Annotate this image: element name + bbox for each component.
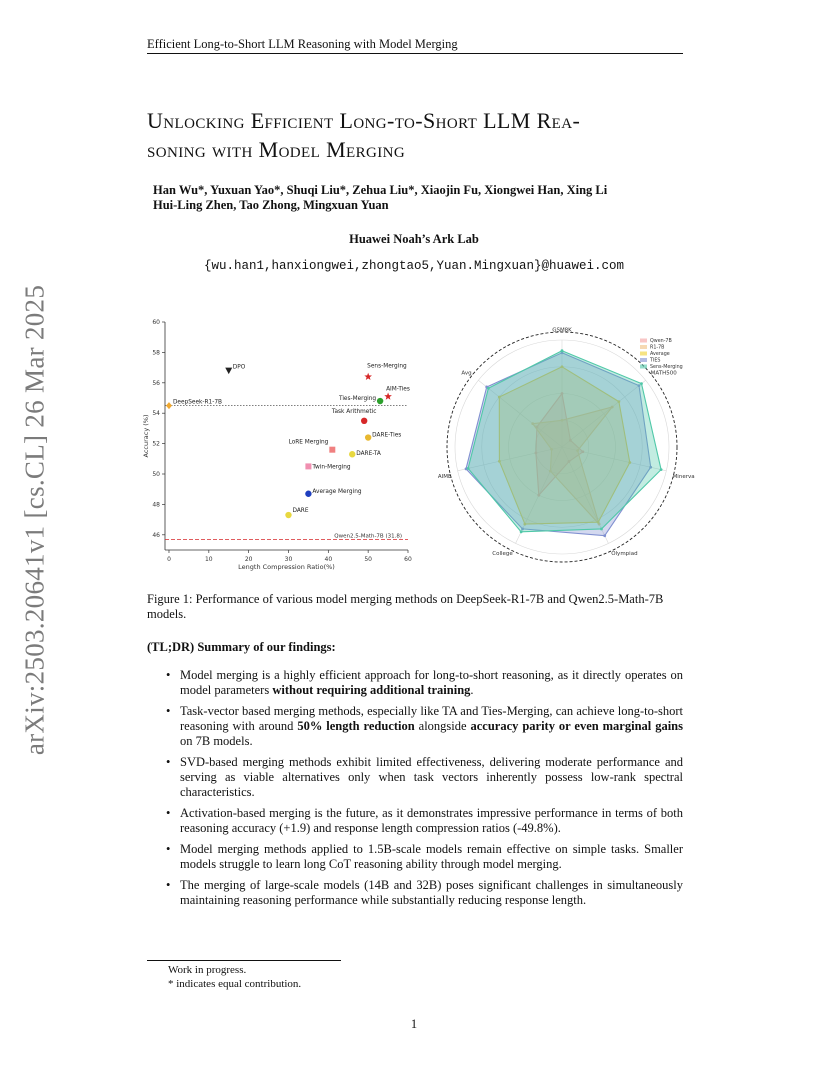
legend-swatch [640, 352, 647, 356]
data-label: Average Merging [312, 488, 362, 495]
finding-text: SVD-based merging methods exhibit limited effectiveness, delivering moderate performance and serving as viable alternatives only when task vectors inherently possess low-rank spectral characteristics. [180, 755, 683, 799]
legend-swatch [640, 358, 647, 362]
x-tick-label: 30 [284, 556, 293, 563]
data-label: Twin-Merging [312, 464, 351, 471]
data-label: DPO [232, 364, 246, 371]
data-point [365, 434, 371, 440]
finding-text: Model merging methods applied to 1.5B-scale models remain effective on simple tasks. Smaller models struggle to learn long CoT reasoning ability through model merging. [180, 842, 683, 871]
data-point [305, 463, 311, 469]
bullet-icon: • [166, 878, 171, 892]
finding-text: alongside [414, 719, 471, 733]
y-tick-label: 58 [152, 349, 160, 357]
legend-label: Qwen-7B [650, 339, 672, 344]
y-axis-label: Accuracy (%) [142, 414, 150, 458]
summary-heading: (TL;DR) Summary of our findings: [147, 640, 336, 654]
footnote: Work in progress. [168, 964, 247, 976]
radar-axis-label: Olympiad [611, 551, 638, 558]
finding-item [166, 806, 683, 836]
data-point [364, 373, 372, 380]
email-addresses: {wu.han1,hanxiongwei,zhongtao5,Yuan.Mingxuan}@huawei.com [203, 259, 625, 273]
finding-text: Task-vector based merging methods, especially like TA and Ties-Merging, can achieve long-to-short reasoning with around [180, 704, 683, 733]
legend-swatch [640, 365, 647, 369]
finding-text: Model merging is a highly efficient approach for long-to-short reasoning, as it directly operates on model parameters [180, 668, 683, 697]
data-point [377, 398, 383, 404]
title-line: Unlocking Efficient Long-to-Short LLM Rea- [147, 108, 581, 133]
finding-item [166, 668, 683, 698]
radar-point [600, 528, 603, 531]
scatter-chart [140, 312, 420, 582]
data-label: DARE-Ties [372, 432, 402, 439]
finding-emphasis: 50% length reduction [297, 719, 415, 733]
radar-point [467, 467, 470, 470]
footnote-rule [147, 960, 341, 961]
radar-point [520, 530, 523, 533]
figure-caption: Figure 1: Performance of various model merging methods on DeepSeek-R1-7B and Qwen2.5-Math-7B models. [147, 592, 664, 621]
x-tick-label: 40 [324, 556, 333, 563]
radar-axis-label: Avg. [461, 370, 474, 377]
findings-list [166, 668, 683, 914]
finding-item [166, 704, 683, 749]
radar-point [660, 468, 663, 471]
data-label: DARE [292, 508, 309, 515]
radar-point [487, 387, 490, 390]
data-label: Ties-Merging [338, 396, 377, 403]
finding-item [166, 878, 683, 908]
radar-axis-label: College [492, 551, 513, 558]
x-tick-label: 20 [244, 556, 253, 563]
author-list [153, 183, 693, 213]
figure-1 [140, 312, 700, 582]
finding-emphasis: accuracy parity or even marginal gains [470, 719, 683, 733]
data-label: Task Arithmetic [331, 408, 377, 415]
radar-axis-label: Minerva [672, 474, 695, 481]
radar-point [640, 382, 643, 385]
title-line: soning with Model Merging [147, 137, 406, 162]
data-point [166, 402, 172, 409]
bullet-icon: • [166, 755, 171, 769]
legend-swatch [640, 345, 647, 349]
running-title: Efficient Long-to-Short LLM Reasoning with Model Merging [147, 37, 458, 51]
y-tick-label: 56 [152, 379, 160, 387]
radar-axis-label: MATH500 [650, 370, 677, 377]
author-line: Hui-Ling Zhen, Tao Zhong, Mingxuan Yuan [153, 198, 389, 212]
y-tick-label: 60 [152, 319, 160, 326]
paper-title [147, 106, 687, 164]
x-tick-label: 0 [167, 556, 171, 563]
legend-label: TIES [650, 358, 661, 364]
y-tick-label: 46 [152, 531, 160, 539]
data-point [361, 418, 367, 424]
finding-emphasis: without requiring additional training [272, 683, 471, 697]
data-point [349, 451, 355, 457]
arxiv-stamp: arXiv:2503.20641v1 [cs.CL] 26 Mar 2025 [19, 284, 50, 756]
legend-swatch [640, 339, 647, 343]
footnote: * indicates equal contribution. [168, 978, 302, 990]
bullet-icon: • [166, 842, 171, 856]
finding-text: Activation-based merging is the future, as it demonstrates impressive performance in terms of both reasoning accuracy (+1.9) and response length compression ratios (-49.8%). [180, 806, 683, 835]
finding-item [166, 755, 683, 800]
affiliation: Huawei Noah’s Ark Lab [349, 232, 479, 246]
radar-axis-label: GSM8K [552, 327, 572, 334]
data-point [225, 368, 232, 375]
legend-label: Average [650, 352, 670, 357]
data-label: DeepSeek-R1-7B [172, 399, 222, 406]
y-tick-label: 48 [152, 501, 160, 509]
y-tick-label: 50 [152, 471, 160, 478]
radar-axis-label: AIME [437, 474, 452, 481]
data-label: LoRE Merging [288, 439, 329, 446]
x-axis-label: Length Compression Ratio(%) [238, 563, 335, 571]
x-tick-label: 60 [404, 556, 412, 563]
author-line: Han Wu*, Yuxuan Yao*, Shuqi Liu*, Zehua Liu*, Xiaojin Fu, Xiongwei Han, Xing Li [153, 183, 608, 197]
finding-text: . [470, 683, 474, 697]
data-label: DARE-TA [356, 451, 381, 458]
page-number: 1 [410, 1017, 418, 1031]
bullet-icon: • [166, 668, 171, 682]
data-point [285, 512, 291, 518]
x-tick-label: 10 [204, 556, 213, 563]
data-label: AIM-Ties [386, 386, 410, 393]
reference-line-label: Qwen2.5-Math-7B (31.8) [334, 533, 402, 540]
header-rule [147, 53, 683, 54]
data-point [305, 491, 311, 497]
radar-point [603, 534, 606, 537]
finding-item [166, 842, 683, 872]
data-point [329, 447, 335, 453]
radar-point [561, 349, 564, 352]
radar-chart [422, 312, 702, 582]
data-label: Sens-Merging [367, 363, 407, 370]
y-tick-label: 52 [152, 440, 160, 448]
bullet-icon: • [166, 806, 171, 820]
legend-label: Sens-Merging [650, 365, 683, 370]
bullet-icon: • [166, 704, 171, 718]
radar-series-area [468, 351, 661, 532]
y-tick-label: 54 [152, 410, 160, 418]
finding-text: on 7B models. [180, 734, 253, 748]
x-tick-label: 50 [364, 556, 372, 563]
legend-label: R1-7B [650, 345, 665, 351]
finding-text: The merging of large-scale models (14B and 32B) poses significant challenges in simultaneously maintaining reasoning performance while substantially reducing response length. [180, 878, 683, 907]
data-point [384, 392, 392, 399]
